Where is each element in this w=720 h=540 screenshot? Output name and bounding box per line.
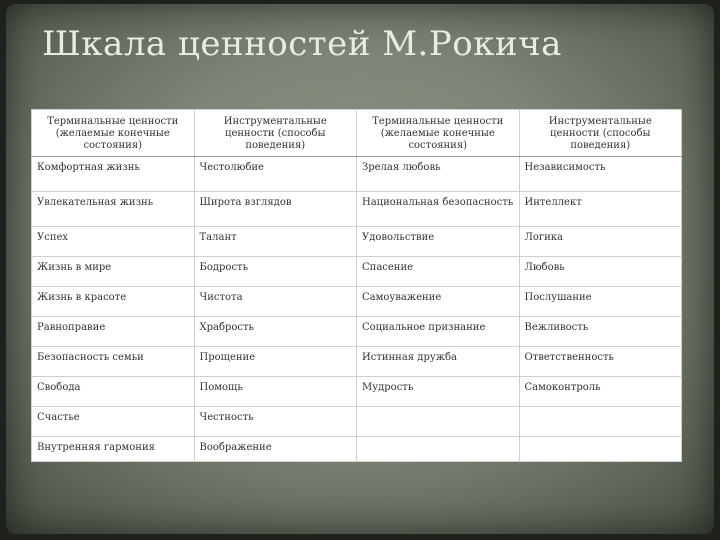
header-terminal-values-2: Терминальные ценности (желаемые конечные состояния) <box>357 110 520 157</box>
table-cell: Чистота <box>194 287 357 317</box>
table-row <box>32 157 682 192</box>
table-cell: Прощение <box>194 347 357 377</box>
table-cell: Широта взглядов <box>194 192 357 227</box>
table-row <box>32 317 682 347</box>
header-terminal-values-1: Терминальные ценности (желаемые конечные состояния) <box>32 110 195 157</box>
table-cell: Удовольствие <box>357 227 520 257</box>
table-cell: Честность <box>194 407 357 437</box>
table-cell <box>519 407 682 437</box>
table-row <box>32 407 682 437</box>
table-cell: Жизнь в красоте <box>32 287 195 317</box>
table-cell: Воображение <box>194 437 357 462</box>
slide <box>6 4 714 534</box>
table-cell: Безопасность семьи <box>32 347 195 377</box>
table-cell: Независимость <box>519 157 682 192</box>
table-row <box>32 192 682 227</box>
table-cell: Национальная безопасность <box>357 192 520 227</box>
table-row <box>32 257 682 287</box>
table-cell: Мудрость <box>357 377 520 407</box>
table-cell: Послушание <box>519 287 682 317</box>
table-cell: Равноправие <box>32 317 195 347</box>
slide-title: Шкала ценностей М.Рокича <box>42 24 562 64</box>
rokeach-values-table <box>31 109 682 462</box>
table-cell: Успех <box>32 227 195 257</box>
table-row <box>32 287 682 317</box>
table-cell: Внутренняя гармония <box>32 437 195 462</box>
table-cell <box>519 437 682 462</box>
table-cell: Талант <box>194 227 357 257</box>
table-cell: Самоконтроль <box>519 377 682 407</box>
table-cell: Честолюбие <box>194 157 357 192</box>
table-cell <box>357 407 520 437</box>
table-cell: Зрелая любовь <box>357 157 520 192</box>
table-cell: Спасение <box>357 257 520 287</box>
table-cell: Социальное признание <box>357 317 520 347</box>
table-cell: Бодрость <box>194 257 357 287</box>
table-header-row <box>32 110 682 157</box>
table-cell: Увлекательная жизнь <box>32 192 195 227</box>
table-cell: Интеллект <box>519 192 682 227</box>
table-cell: Истинная дружба <box>357 347 520 377</box>
table-cell: Любовь <box>519 257 682 287</box>
table-cell: Свобода <box>32 377 195 407</box>
table-cell: Счастье <box>32 407 195 437</box>
table-cell: Ответственность <box>519 347 682 377</box>
table-cell: Самоуважение <box>357 287 520 317</box>
table-cell: Вежливость <box>519 317 682 347</box>
table-cell: Жизнь в мире <box>32 257 195 287</box>
table-row <box>32 227 682 257</box>
table-row <box>32 377 682 407</box>
table-row <box>32 437 682 462</box>
table-cell: Комфортная жизнь <box>32 157 195 192</box>
header-instrumental-values-1: Инструментальные ценности (способы поведения) <box>194 110 357 157</box>
table-row <box>32 347 682 377</box>
table-cell <box>357 437 520 462</box>
header-instrumental-values-2: Инструментальные ценности (способы поведения) <box>519 110 682 157</box>
table-cell: Помощь <box>194 377 357 407</box>
table-cell: Храбрость <box>194 317 357 347</box>
table-cell: Логика <box>519 227 682 257</box>
